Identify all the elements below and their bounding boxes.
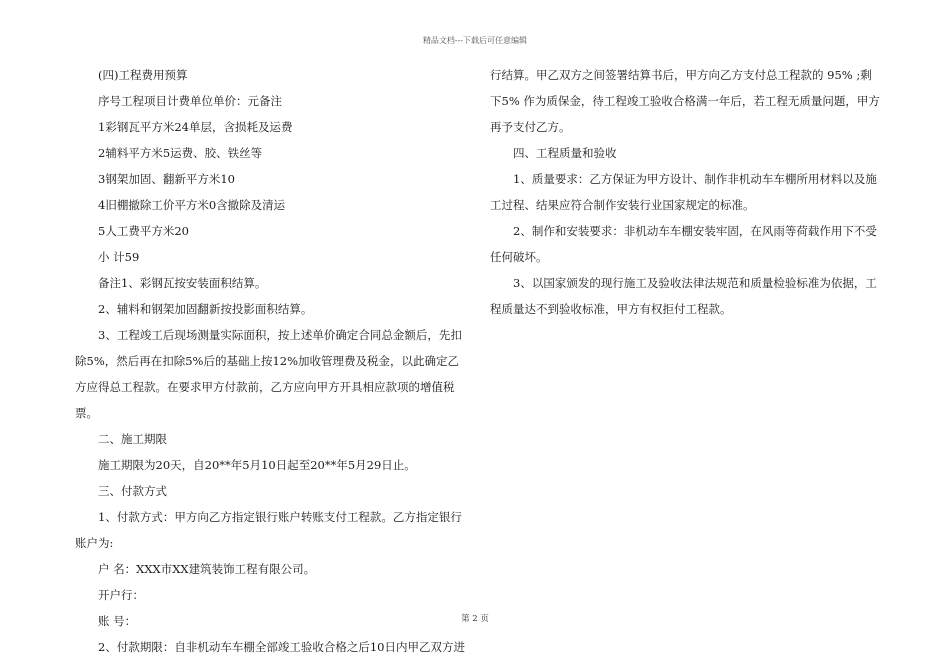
acceptance-standard: 3、以国家颁发的现行施工及验收法律法规范和质量检验标准为依据，工程质量达不到验收标准，甲方有权拒付工程款。	[490, 276, 877, 316]
budget-row: 3钢架加固、翻新平方米10	[98, 172, 235, 186]
budget-row: 5人工费平方米20	[98, 224, 189, 238]
section-title-schedule: 二、施工期限	[98, 432, 167, 446]
budget-table-header: 序号工程项目计费单位单价：元备注	[98, 94, 282, 108]
budget-note: 3、工程竣工后现场测量实际面积，按上述单价确定合同总金额后，先扣除5%，然后再在扣除5%后的基础上按12%加收管理费及税金，以此确定乙方应得总工程款。在要求甲方付款前，乙方应向甲方开具相应款项的增值税票。	[75, 328, 462, 420]
budget-note: 2、辅料和钢架加固翻新按投影面积结算。	[98, 302, 313, 316]
quality-requirement: 1、质量要求：乙方保证为甲方设计、制作非机动车车棚所用材料以及施工过程、结果应符合制作安装行业国家规定的标准。	[490, 172, 877, 212]
payment-deadline: 2、付款期限：自非机动车车棚全部竣工验收合格之后10日内甲乙双方进	[98, 640, 465, 654]
payment-deadline-continued: 行结算。甲乙双方之间签署结算书后，甲方向乙方支付总工程款的 95% ;剩下5% 作为质保金，待工程竣工验收合格满一年后，若工程无质量问题，甲方再予支付乙方。	[490, 68, 880, 134]
header-note: 精品文档---下载后可任意编辑	[422, 36, 528, 45]
page-number: 第 2 页	[461, 614, 489, 624]
left-column	[75, 62, 465, 660]
right-column	[490, 62, 880, 322]
account-bank: 开户行：	[98, 588, 144, 602]
budget-row: 4旧棚撤除工价平方米0含撤除及清运	[98, 198, 286, 212]
account-name: 户 名：XXX市XX建筑装饰工程有限公司。	[98, 562, 316, 576]
schedule-text: 施工期限为20天，自20**年5月10日起至20**年5月29日止。	[98, 458, 416, 472]
account-number: 账 号：	[98, 614, 137, 628]
budget-subtotal: 小 计59	[98, 250, 140, 264]
section-title-payment: 三、付款方式	[98, 484, 167, 498]
budget-row: 1彩钢瓦平方米24单层，含损耗及运费	[98, 120, 293, 134]
section-title-budget: (四)工程费用预算	[98, 68, 188, 82]
payment-method: 1、付款方式：甲方向乙方指定银行账户转账支付工程款。乙方指定银行账户为:	[75, 510, 462, 550]
section-title-quality: 四、工程质量和验收	[513, 146, 617, 160]
installation-requirement: 2、制作和安装要求：非机动车车棚安装牢固，在风雨等荷载作用下不受任何破坏。	[490, 224, 877, 264]
budget-note: 备注1、彩钢瓦按安装面积结算。	[98, 276, 267, 290]
budget-row: 2辅料平方米5运费、胶、铁丝等	[98, 146, 263, 160]
